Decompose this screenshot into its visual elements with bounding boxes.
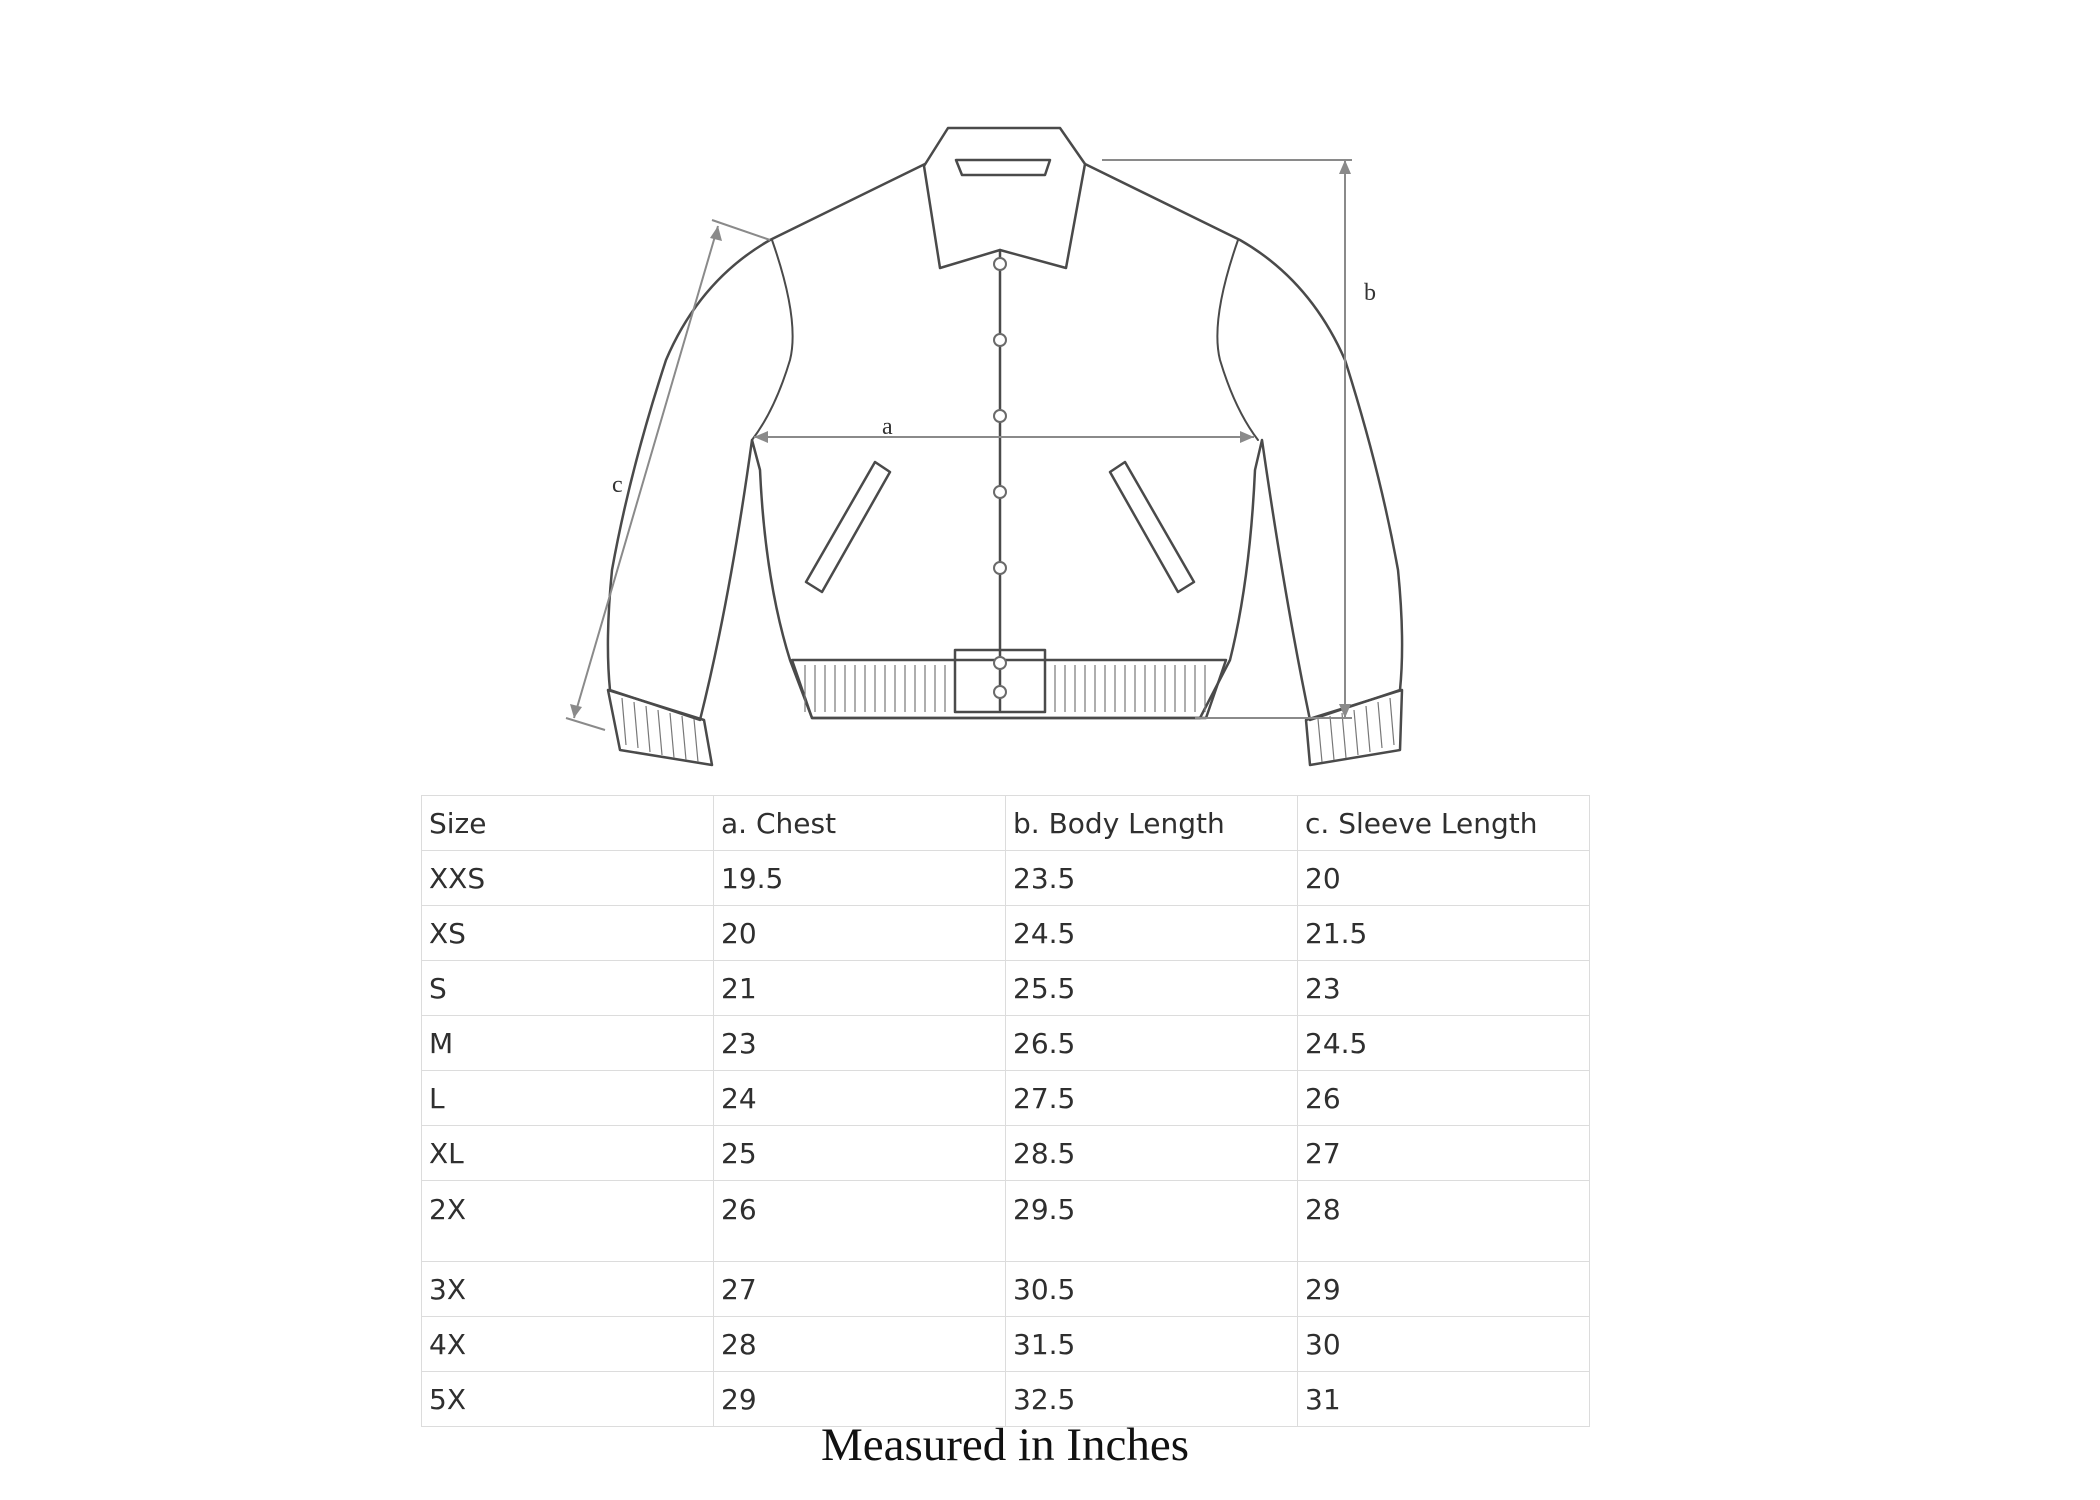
measure-arrowheads xyxy=(570,160,1351,718)
cell-sleeve-length: 31 xyxy=(1298,1372,1590,1427)
table-row xyxy=(422,1071,1590,1126)
table-row xyxy=(422,1262,1590,1317)
table-row xyxy=(422,1126,1590,1181)
header-chest: a. Chest xyxy=(714,796,1006,851)
cell-sleeve-length: 24.5 xyxy=(1298,1016,1590,1071)
header-size: Size xyxy=(422,796,714,851)
cell-sleeve-length: 23 xyxy=(1298,961,1590,1016)
cell-body-length: 27.5 xyxy=(1006,1071,1298,1126)
header-sleeve-length: c. Sleeve Length xyxy=(1298,796,1590,851)
cell-sleeve-length: 28 xyxy=(1298,1181,1590,1262)
cell-sleeve-length: 21.5 xyxy=(1298,906,1590,961)
cell-sleeve-length: 27 xyxy=(1298,1126,1590,1181)
cell-size: 4X xyxy=(422,1317,714,1372)
cell-body-length: 24.5 xyxy=(1006,906,1298,961)
table-row xyxy=(422,961,1590,1016)
label-c: c xyxy=(612,472,623,498)
cell-chest: 29 xyxy=(714,1372,1006,1427)
cell-size: XXS xyxy=(422,851,714,906)
jacket-body-outline xyxy=(608,164,1402,720)
cell-size: 5X xyxy=(422,1372,714,1427)
left-armhole xyxy=(752,240,793,440)
header-body-length: b. Body Length xyxy=(1006,796,1298,851)
sleeve-length-measure-line xyxy=(574,226,718,718)
cell-size: 3X xyxy=(422,1262,714,1317)
cell-chest: 25 xyxy=(714,1126,1006,1181)
cell-chest: 26 xyxy=(714,1181,1006,1262)
label-a: a xyxy=(882,414,893,440)
cell-size: S xyxy=(422,961,714,1016)
left-pocket xyxy=(806,462,890,592)
cell-sleeve-length: 30 xyxy=(1298,1317,1590,1372)
cell-size: 2X xyxy=(422,1181,714,1262)
cell-chest: 19.5 xyxy=(714,851,1006,906)
cell-sleeve-length: 26 xyxy=(1298,1071,1590,1126)
cell-size: XS xyxy=(422,906,714,961)
table-row xyxy=(422,1016,1590,1071)
cell-body-length: 30.5 xyxy=(1006,1262,1298,1317)
table-header-row xyxy=(422,796,1590,851)
cell-size: M xyxy=(422,1016,714,1071)
cell-body-length: 29.5 xyxy=(1006,1181,1298,1262)
ribbing xyxy=(622,665,1394,762)
units-caption: Measured in Inches xyxy=(820,1419,1190,1471)
cell-chest: 24 xyxy=(714,1071,1006,1126)
cell-body-length: 23.5 xyxy=(1006,851,1298,906)
size-chart-table xyxy=(421,795,1590,1427)
right-cuff xyxy=(1306,690,1402,765)
cell-chest: 28 xyxy=(714,1317,1006,1372)
cell-size: L xyxy=(422,1071,714,1126)
collar-inner xyxy=(956,160,1050,175)
table-row xyxy=(422,1181,1590,1262)
cell-chest: 23 xyxy=(714,1016,1006,1071)
cell-body-length: 26.5 xyxy=(1006,1016,1298,1071)
cell-size: XL xyxy=(422,1126,714,1181)
table-row xyxy=(422,851,1590,906)
cell-sleeve-length: 20 xyxy=(1298,851,1590,906)
label-b: b xyxy=(1364,280,1376,306)
sleeve-bottom-guide xyxy=(566,718,605,730)
cell-chest: 27 xyxy=(714,1262,1006,1317)
collar xyxy=(924,128,1085,268)
cell-body-length: 31.5 xyxy=(1006,1317,1298,1372)
cell-body-length: 28.5 xyxy=(1006,1126,1298,1181)
right-armhole xyxy=(1217,240,1258,440)
cell-body-length: 32.5 xyxy=(1006,1372,1298,1427)
cell-body-length: 25.5 xyxy=(1006,961,1298,1016)
waistband xyxy=(792,660,1226,718)
right-pocket xyxy=(1110,462,1194,592)
table-row xyxy=(422,906,1590,961)
cell-chest: 21 xyxy=(714,961,1006,1016)
cell-sleeve-length: 29 xyxy=(1298,1262,1590,1317)
cell-chest: 20 xyxy=(714,906,1006,961)
table-row xyxy=(422,1317,1590,1372)
